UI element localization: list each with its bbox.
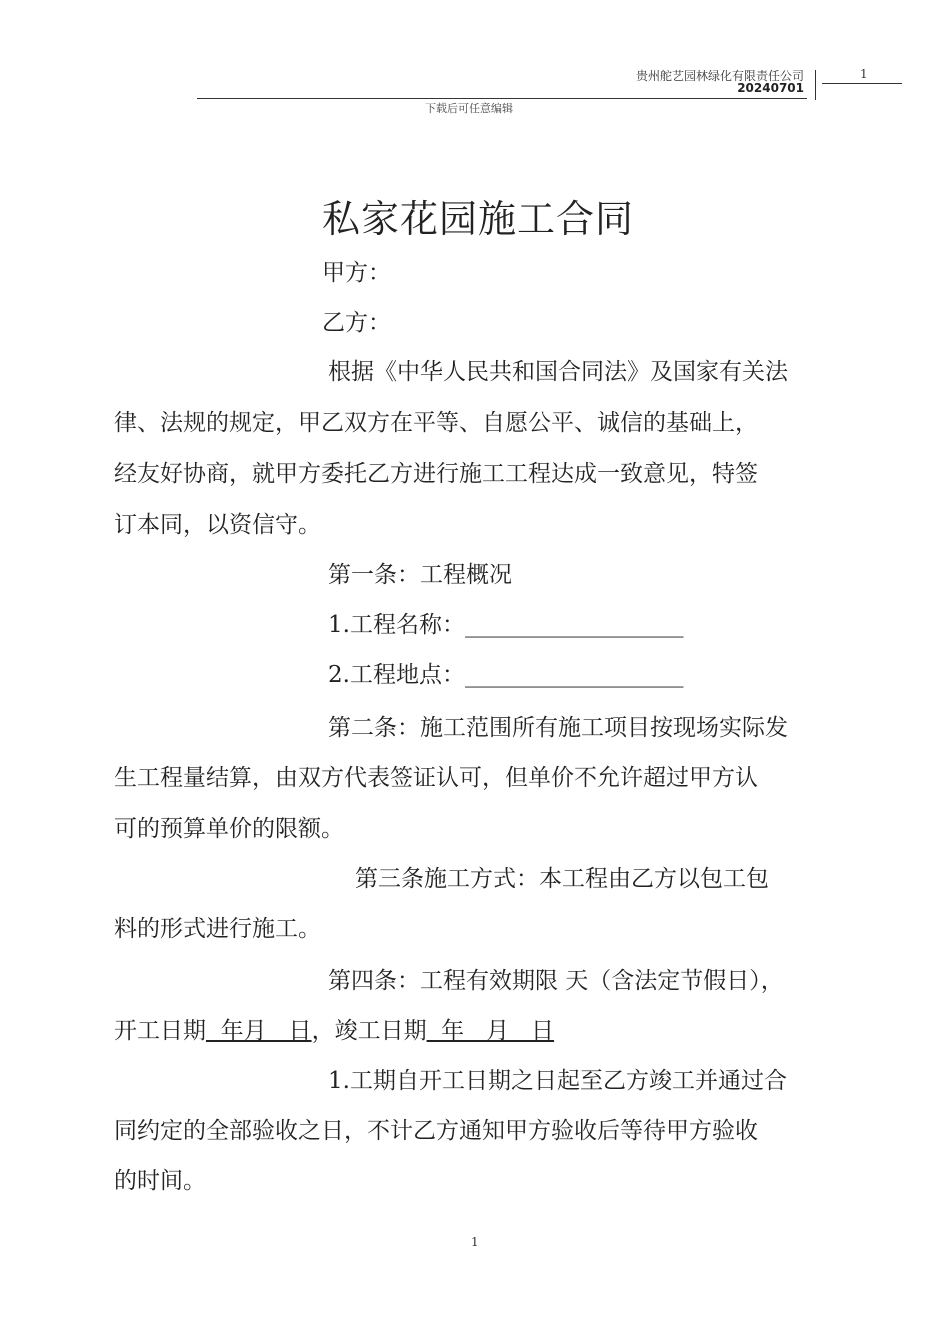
project-location-row — [328, 656, 683, 689]
article-4-line-1: 第四条：工程有效期限 天（含法定节假日）， — [328, 968, 784, 994]
header-date: 20240701 — [737, 81, 804, 95]
project-name-label: 1.工程名称： — [328, 612, 465, 638]
intro-line-3: 经友好协商，就甲方委托乙方进行施工工程达成一致意见，特签 — [114, 461, 758, 487]
header-page-number: 1 — [860, 67, 868, 81]
header-short-rule — [822, 83, 902, 84]
project-name-row — [328, 606, 683, 639]
project-location-label: 2.工程地点： — [328, 662, 465, 688]
start-date-blank: 年月 日 — [206, 1018, 312, 1044]
article-3-line-1: 第三条施工方式：本工程由乙方以包工包 — [355, 866, 769, 892]
article-2-line-1: 第二条：施工范围所有施工项目按现场实际发 — [328, 715, 788, 741]
footer-page-number: 1 — [471, 1235, 479, 1249]
start-date-label: 开工日期 — [114, 1018, 206, 1044]
end-date-blank: 年 月 日 — [426, 1018, 555, 1044]
party-b-label: 乙方： — [322, 310, 391, 336]
document-title: 私家花园施工合同 — [322, 197, 635, 241]
article-2-line-2: 生工程量结算，由双方代表签证认可，但单价不允许超过甲方认 — [114, 765, 758, 791]
item-1-line-2: 同约定的全部验收之日，不计乙方通知甲方验收后等待甲方验收 — [114, 1118, 758, 1144]
header-rule — [197, 98, 807, 99]
header-vertical-divider — [815, 70, 816, 100]
article-1-heading: 第一条：工程概况 — [328, 562, 512, 588]
intro-line-1: 根据《中华人民共和国合同法》及国家有关法 — [328, 359, 788, 385]
item-1-line-1: 1.工期自开工日期之日起至乙方竣工并通过合 — [328, 1068, 787, 1094]
party-a-label: 甲方： — [322, 260, 391, 286]
item-1-line-3: 的时间。 — [114, 1168, 206, 1194]
article-3-line-2: 料的形式进行施工。 — [114, 916, 321, 942]
header-edit-note: 下载后可任意编辑 — [425, 102, 513, 115]
project-location-blank: ___________________ — [464, 662, 684, 688]
intro-line-2: 律、法规的规定，甲乙双方在平等、自愿公平、诚信的基础上， — [114, 410, 758, 436]
project-name-blank: ___________________ — [464, 612, 684, 638]
end-date-label: 竣工日期 — [334, 1018, 427, 1044]
article-4-dates-row — [114, 1012, 554, 1045]
intro-line-4: 订本同，以资信守。 — [114, 512, 321, 538]
header-company-name: 贵州舵艺园林绿化有限责任公司 — [635, 69, 804, 83]
article-2-line-3: 可的预算单价的限额。 — [114, 816, 344, 842]
date-separator: ， — [311, 1018, 335, 1044]
